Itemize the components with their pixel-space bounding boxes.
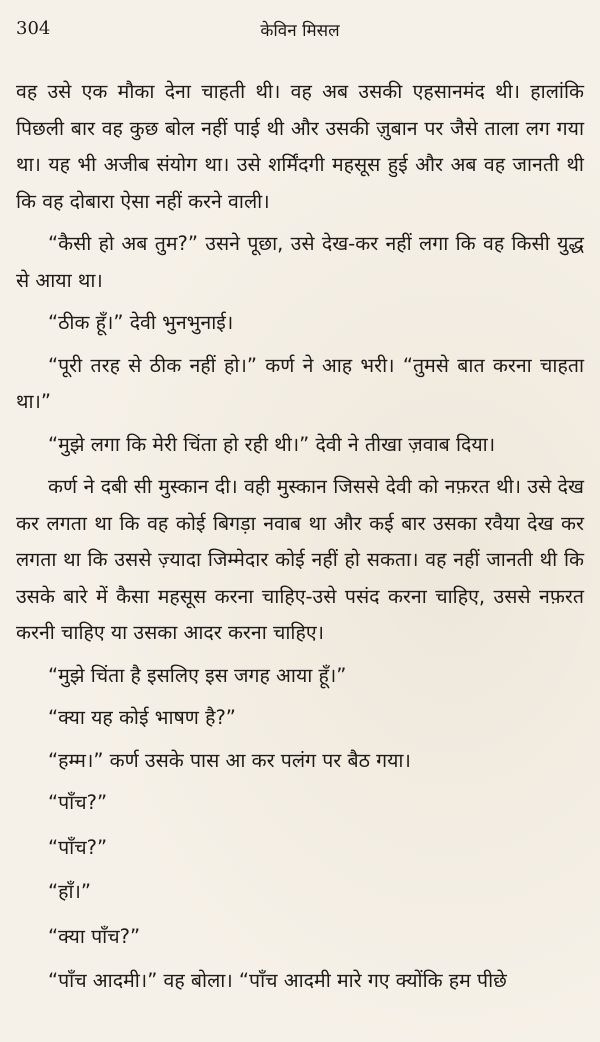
- paragraph: “हम्म।” कर्ण उसके पास आ कर पलंग पर बैठ गया।: [48, 748, 411, 772]
- paragraph: “पूरी तरह से ठीक नहीं हो।” कर्ण ने आह भरी। “तुमसे बात करना चाहता था।”: [16, 353, 584, 413]
- paragraph: वह उसे एक मौका देना चाहती थी। वह अब उसकी एहसानमंद थी। हालांकि पिछली बार वह कुछ बोल नहीं पाई थी और उसकी ज़ुबान पर जैसे ताला लग गया था। यह भी अजीब संयोग था। उसे शर्मिंदगी महसूस हुई और अब वह जानती थी कि वह दोबारा ऐसा नहीं करने वाली।: [16, 80, 584, 213]
- paragraph: “क्या पाँच?”: [48, 924, 141, 948]
- paragraph: “पाँच आदमी।” वह बोला। “पाँच आदमी मारे गए क्योंकि हम पीछे: [48, 969, 507, 992]
- running-head: केविन मिसल: [260, 21, 340, 41]
- paragraph: “पाँच?”: [48, 835, 108, 859]
- paragraph: “क्या यह कोई भाषण है?”: [48, 706, 236, 729]
- page-body: [16, 74, 584, 1006]
- paragraph: “मुझे लगा कि मेरी चिंता हो रही थी।” देवी ने तीखा ज़वाब दिया।: [48, 432, 496, 456]
- page-header: [16, 18, 584, 44]
- paragraph: “हाँ।”: [48, 880, 92, 903]
- paragraph: “ठीक हूँ।” देवी भुनभुनाई।: [48, 311, 234, 334]
- page-number: 304: [16, 18, 51, 39]
- paragraph: कर्ण ने दबी सी मुस्कान दी। वही मुस्कान जिससे देवी को नफ़रत थी। उसे देख कर लगता था कि वह कोई बिगड़ा नवाब था और कई बार उसका रवैया देख कर लगता था कि उससे ज़्यादा जिम्मेदार कोई नहीं हो सकता। वह नहीं जानती थी कि उसके बारे में कैसा महसूस करना चाहिए-उसे पसंद करना चाहिए, उससे नफ़रत करनी चाहिए या उसका आदर करना चाहिए।: [16, 475, 584, 644]
- paragraph: “मुझे चिंता है इसलिए इस जगह आया हूँ।”: [48, 663, 347, 687]
- paragraph: “कैसी हो अब तुम?” उसने पूछा, उसे देख-कर नहीं लगा कि वह किसी युद्ध से आया था।: [16, 232, 584, 292]
- paragraph: “पाँच?”: [48, 791, 108, 814]
